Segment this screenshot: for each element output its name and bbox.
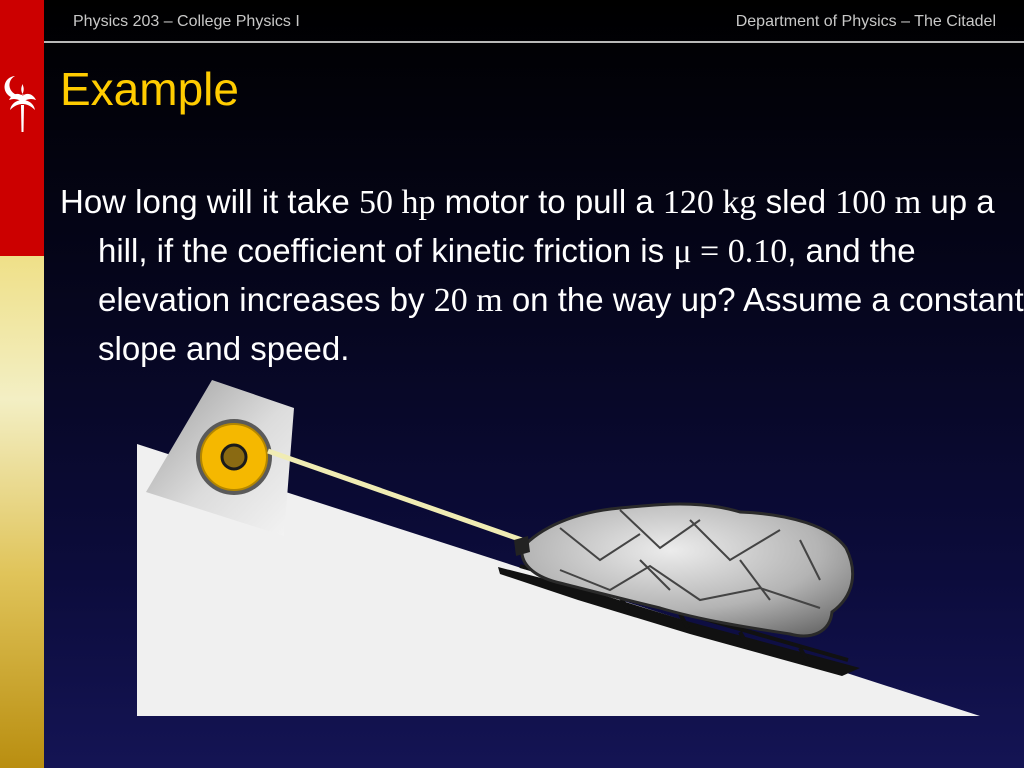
problem-text-1: How long will it take bbox=[60, 183, 359, 220]
elevation-value: 20 m bbox=[433, 282, 503, 319]
distance-value: 100 m bbox=[835, 184, 922, 221]
problem-text-4: up a hill, if the coefficient of kinetic friction is bbox=[98, 183, 995, 269]
problem-text-3: sled bbox=[756, 183, 836, 220]
problem-text-2: motor to pull a bbox=[435, 183, 663, 220]
problem-text-5: , and the elevation increases by bbox=[98, 232, 916, 318]
slide-title: Example bbox=[60, 63, 239, 115]
mass-value: 120 kg bbox=[662, 184, 757, 221]
department-header: Department of Physics – The Citadel bbox=[735, 13, 996, 30]
problem-text-6: on the way up? Assume a constant slope and speed. bbox=[98, 281, 1024, 367]
course-header: Physics 203 – College Physics I bbox=[73, 13, 300, 30]
friction-value: μ = 0.10 bbox=[673, 233, 788, 270]
power-value: 50 hp bbox=[358, 184, 436, 221]
